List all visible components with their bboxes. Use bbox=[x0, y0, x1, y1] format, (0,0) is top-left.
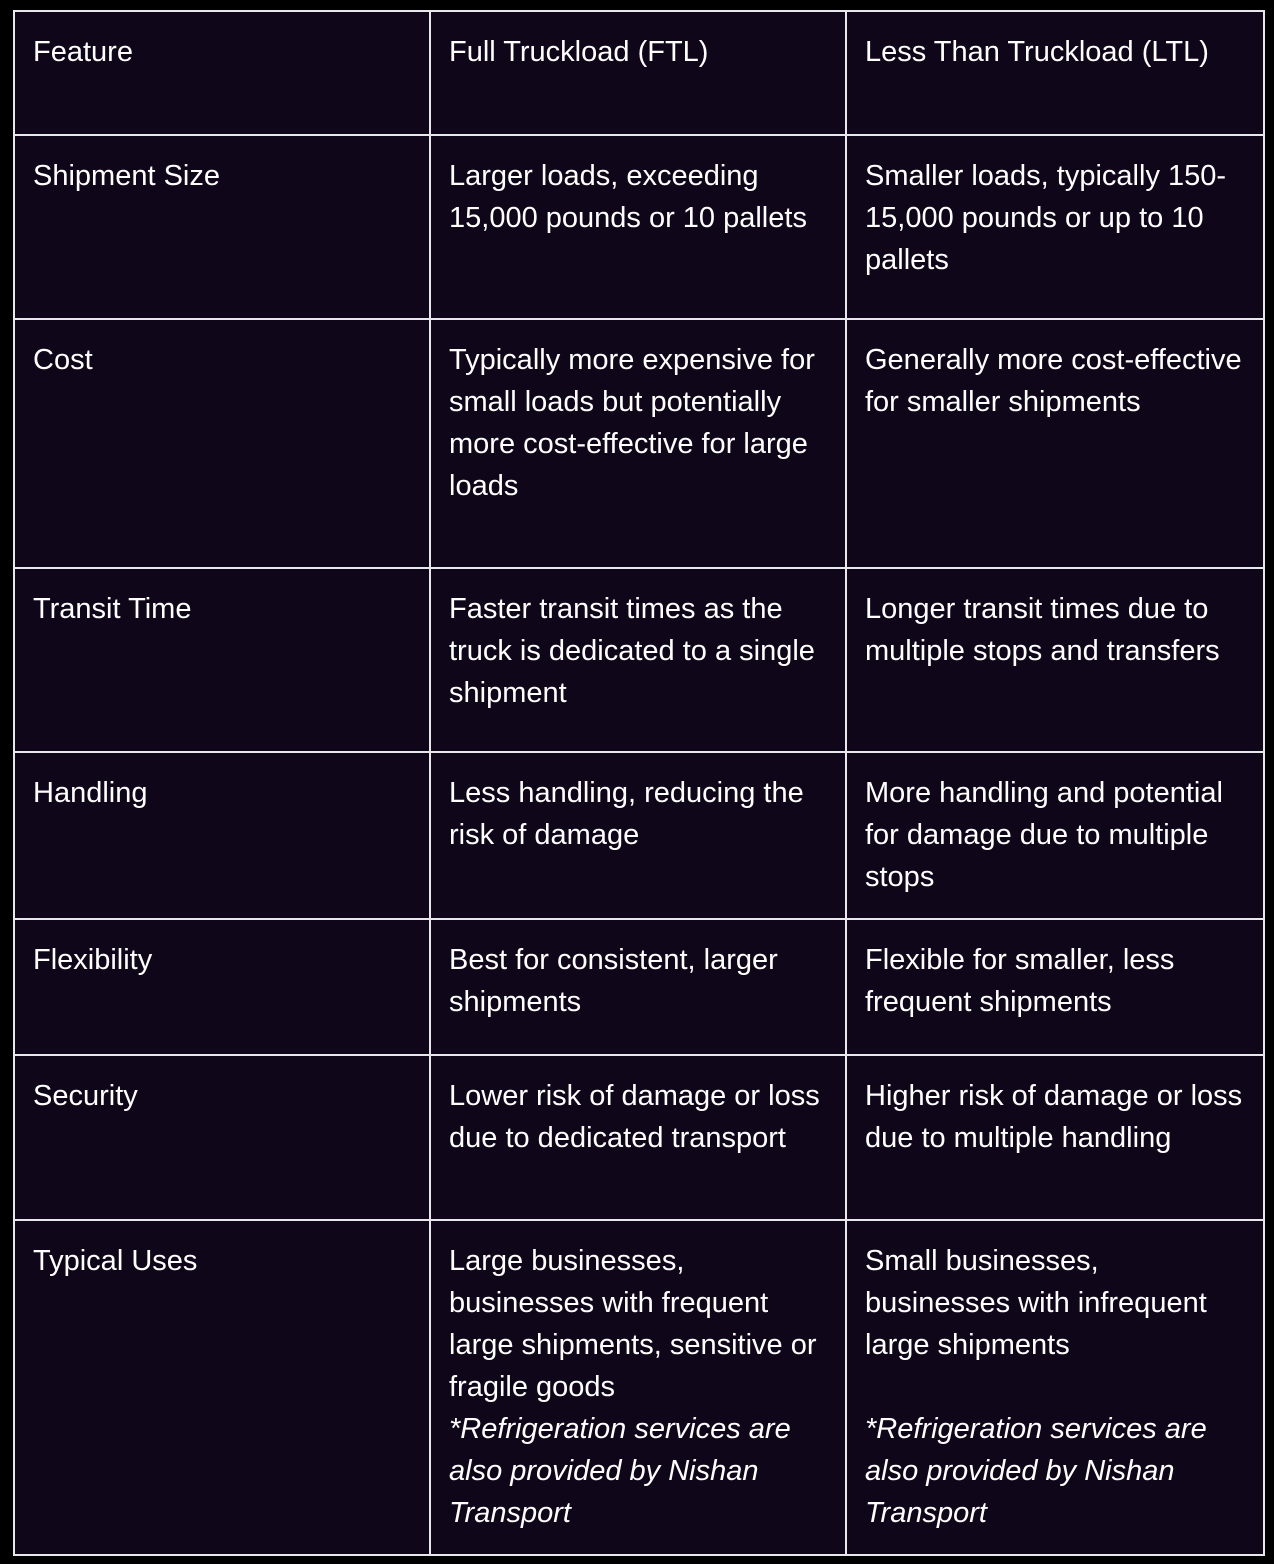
row-ltl-value: Generally more cost-effective for smaller shipments bbox=[846, 319, 1264, 568]
row-ftl-value: Faster transit times as the truck is dedicated to a single shipment bbox=[430, 568, 846, 752]
row-ftl-value: Less handling, reducing the risk of damage bbox=[430, 752, 846, 919]
comparison-table-wrapper bbox=[13, 10, 1263, 1556]
table-row bbox=[14, 919, 1264, 1055]
row-feature: Typical Uses bbox=[14, 1220, 430, 1555]
table-row bbox=[14, 319, 1264, 568]
row-feature: Shipment Size bbox=[14, 135, 430, 319]
table-row bbox=[14, 1220, 1264, 1555]
row-feature: Transit Time bbox=[14, 568, 430, 752]
table-row bbox=[14, 752, 1264, 919]
row-feature: Cost bbox=[14, 319, 430, 568]
row-ltl-value: Higher risk of damage or loss due to multiple handling bbox=[846, 1055, 1264, 1220]
header-ltl: Less Than Truckload (LTL) bbox=[846, 11, 1264, 135]
row-ftl-value: Best for consistent, larger shipments bbox=[430, 919, 846, 1055]
refrigeration-note: *Refrigeration services are also provided by Nishan Transport bbox=[449, 1413, 791, 1529]
table-row bbox=[14, 1055, 1264, 1220]
row-feature: Flexibility bbox=[14, 919, 430, 1055]
refrigeration-note: *Refrigeration services are also provided by Nishan Transport bbox=[865, 1413, 1207, 1529]
table-header-row bbox=[14, 11, 1264, 135]
row-ftl-value: Lower risk of damage or loss due to dedicated transport bbox=[430, 1055, 846, 1220]
table-row bbox=[14, 135, 1264, 319]
row-ltl-value-cell bbox=[846, 1220, 1264, 1555]
row-ltl-value: More handling and potential for damage due to multiple stops bbox=[846, 752, 1264, 919]
header-ftl: Full Truckload (FTL) bbox=[430, 11, 846, 135]
row-ltl-value: Small businesses, businesses with infrequent large shipments bbox=[865, 1245, 1207, 1361]
row-ftl-value: Larger loads, exceeding 15,000 pounds or 10 pallets bbox=[430, 135, 846, 319]
row-ltl-value: Flexible for smaller, less frequent shipments bbox=[846, 919, 1264, 1055]
row-ftl-value: Large businesses, businesses with frequent large shipments, sensitive or fragile goods bbox=[449, 1245, 817, 1403]
ftl-vs-ltl-comparison-table bbox=[13, 10, 1265, 1556]
row-feature: Handling bbox=[14, 752, 430, 919]
row-ftl-value-cell bbox=[430, 1220, 846, 1555]
row-ftl-value: Typically more expensive for small loads but potentially more cost-effective for large loads bbox=[430, 319, 846, 568]
header-feature: Feature bbox=[14, 11, 430, 135]
row-feature: Security bbox=[14, 1055, 430, 1220]
table-row bbox=[14, 568, 1264, 752]
row-ltl-value: Smaller loads, typically 150-15,000 pounds or up to 10 pallets bbox=[846, 135, 1264, 319]
row-ltl-value: Longer transit times due to multiple stops and transfers bbox=[846, 568, 1264, 752]
spacer bbox=[865, 1366, 1247, 1408]
